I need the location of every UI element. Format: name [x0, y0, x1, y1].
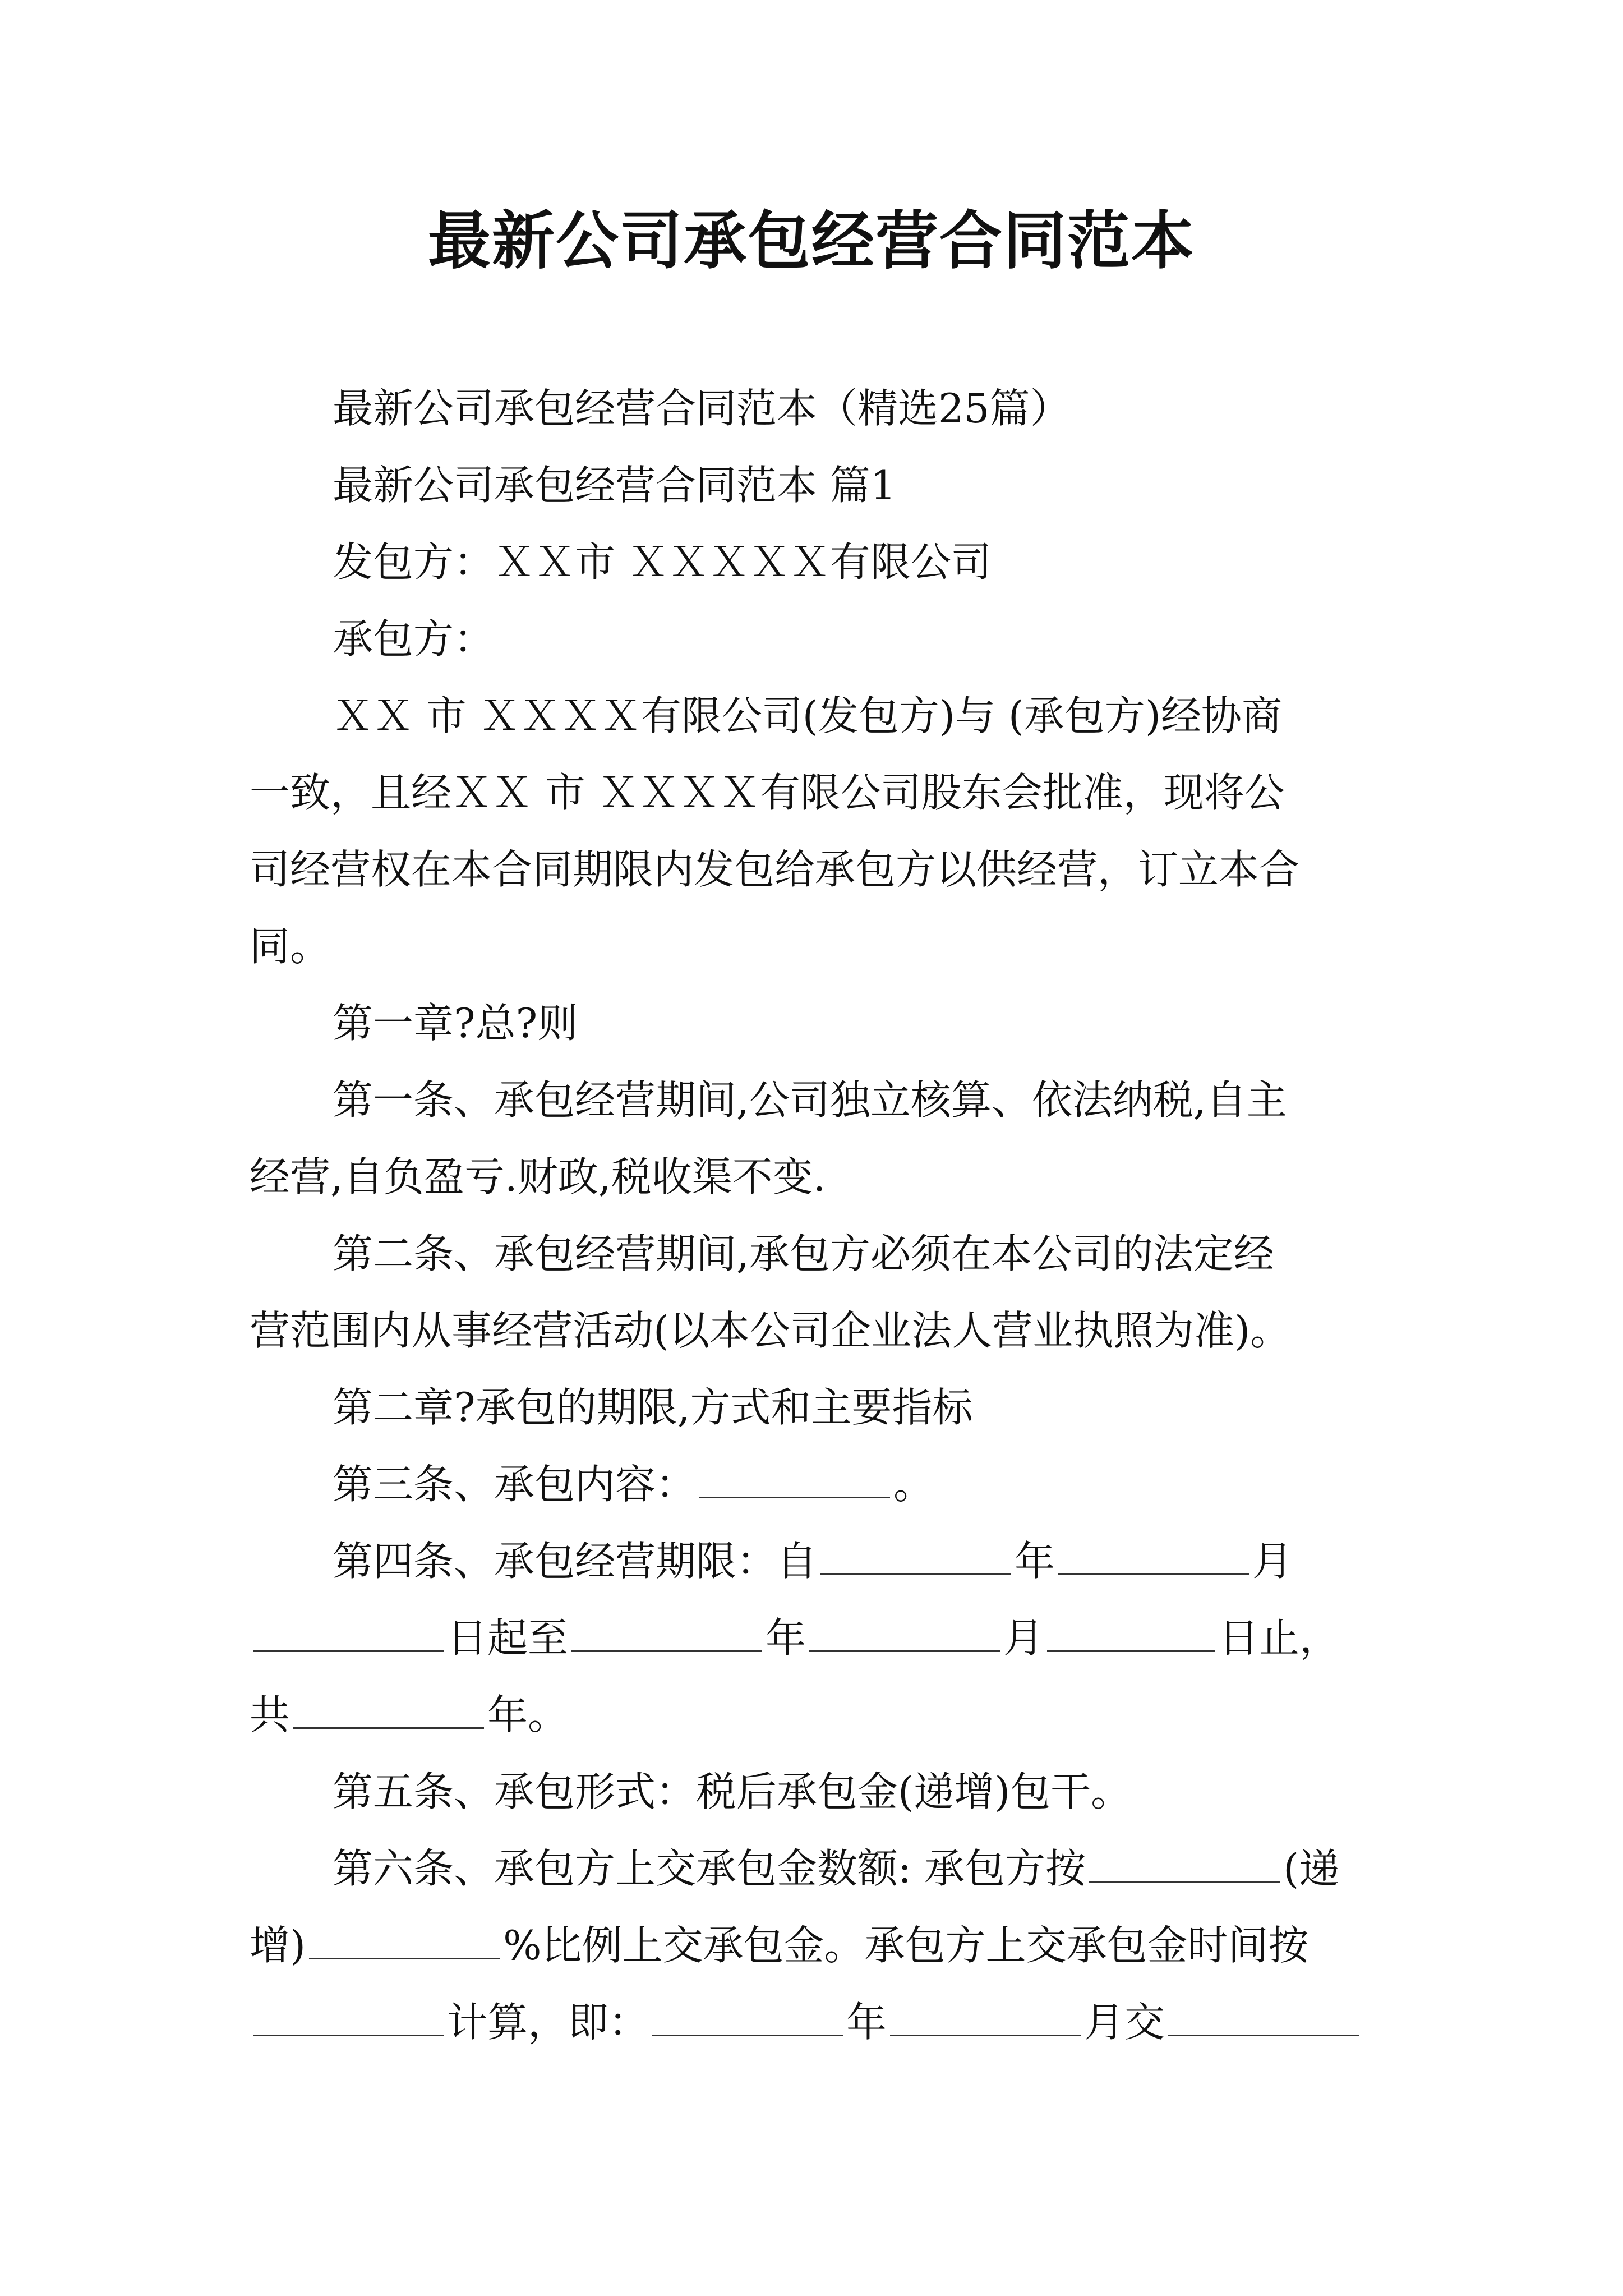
article-1-line-1: 第一条、承包经营期间,公司独立核算、依法纳税,自主: [333, 1076, 1287, 1124]
article-6-year-label: 年: [846, 1999, 887, 2046]
blank-field-calc-basis[interactable]: [253, 2001, 444, 2036]
blank-field-amount[interactable]: [1089, 1847, 1280, 1883]
article-6-calc-label: 计算，即：: [447, 1999, 649, 2046]
document-body: [250, 370, 1377, 2061]
article-4-month-label: 月: [1252, 1538, 1293, 1585]
paragraph-contractor: 发包方：ＸＸ市 ＸＸＸＸＸ有限公司: [333, 539, 992, 586]
article-4-label: 第四条、承包经营期限：自: [333, 1538, 818, 1585]
blank-field-end-day[interactable]: [1047, 1617, 1215, 1652]
blank-field-ratio[interactable]: [309, 1924, 500, 1959]
article-4-month2-label: 月: [1003, 1614, 1044, 1662]
blank-field-start-day[interactable]: [253, 1617, 444, 1652]
article-3-label: 第三条、承包内容：: [333, 1461, 697, 1508]
article-2-line-2: 营范围内从事经营活动(以本公司企业法人营业执照为准)。: [250, 1307, 1291, 1354]
article-6-increment-close: 增): [250, 1922, 306, 1969]
blank-field-content[interactable]: [699, 1463, 890, 1498]
paragraph-preamble-line-2: 一致，且经ＸＸ 市 ＸＸＸＸ有限公司股东会批准，现将公: [250, 769, 1285, 816]
article-2-line-1: 第二条、承包经营期间,承包方必须在本公司的法定经: [333, 1230, 1274, 1277]
blank-field-pay-month[interactable]: [890, 2001, 1081, 2036]
article-4-day-from-label: 日起至: [447, 1614, 569, 1662]
paragraph-contractee: 承包方：: [333, 615, 495, 662]
paragraph-preamble-line-4: 同。: [250, 923, 331, 970]
article-4-year2-label: 年: [766, 1614, 806, 1662]
article-1-line-2: 经营,自负盈亏.财政,税收渠不变.: [250, 1153, 826, 1200]
chapter-2-heading: 第二章?承包的期限,方式和主要指标: [333, 1384, 973, 1431]
paragraph-preamble-line-1: ＸＸ 市 ＸＸＸＸ有限公司(发包方)与 (承包方)经协商: [333, 692, 1283, 739]
article-3-end: 。: [893, 1461, 934, 1508]
article-6-ratio-label: %比例上交承包金。承包方上交承包金时间按: [503, 1922, 1309, 1969]
chapter-1-heading: 第一章?总?则: [333, 1000, 578, 1047]
article-4-line-3: [250, 1677, 1377, 1754]
article-6-month-label: 月交: [1084, 1999, 1165, 2046]
blank-field-end-year[interactable]: [571, 1617, 762, 1652]
paragraph-preamble-line-3: 司经营权在本合同期限内发包给承包方以供经营，订立本合: [250, 846, 1300, 893]
article-4-year-label: 年: [1015, 1538, 1055, 1585]
article-6-line-2: [250, 1907, 1377, 1984]
article-6-label: 第六条、承包方上交承包金数额: 承包方按: [333, 1845, 1086, 1892]
blank-field-end-month[interactable]: [809, 1617, 1000, 1652]
blank-field-start-year[interactable]: [820, 1540, 1011, 1575]
article-6-line-1: [250, 1830, 1377, 1907]
blank-field-pay-detail[interactable]: [1168, 2001, 1359, 2036]
blank-field-total-years[interactable]: [293, 1694, 484, 1729]
article-5: 第五条、承包形式：税后承包金(递增)包干。: [333, 1768, 1132, 1815]
paragraph-subtitle: 最新公司承包经营合同范本（精选25篇）: [333, 385, 1071, 432]
article-3: [250, 1446, 1377, 1523]
blank-field-start-month[interactable]: [1058, 1540, 1249, 1575]
article-4-years-label: 年。: [487, 1691, 569, 1738]
article-4-line-2: [250, 1600, 1377, 1677]
article-4-day-to-label: 日止，: [1219, 1614, 1340, 1662]
article-4-line-1: [250, 1523, 1377, 1600]
document-title: 最新公司承包经营合同范本: [428, 204, 1195, 278]
article-6-increment-open: (递: [1283, 1845, 1340, 1892]
article-6-line-3: [250, 1984, 1377, 2061]
article-4-total-label: 共: [250, 1691, 291, 1738]
blank-field-pay-year[interactable]: [652, 2001, 843, 2036]
paragraph-section-heading: 最新公司承包经营合同范本 篇1: [333, 462, 896, 509]
